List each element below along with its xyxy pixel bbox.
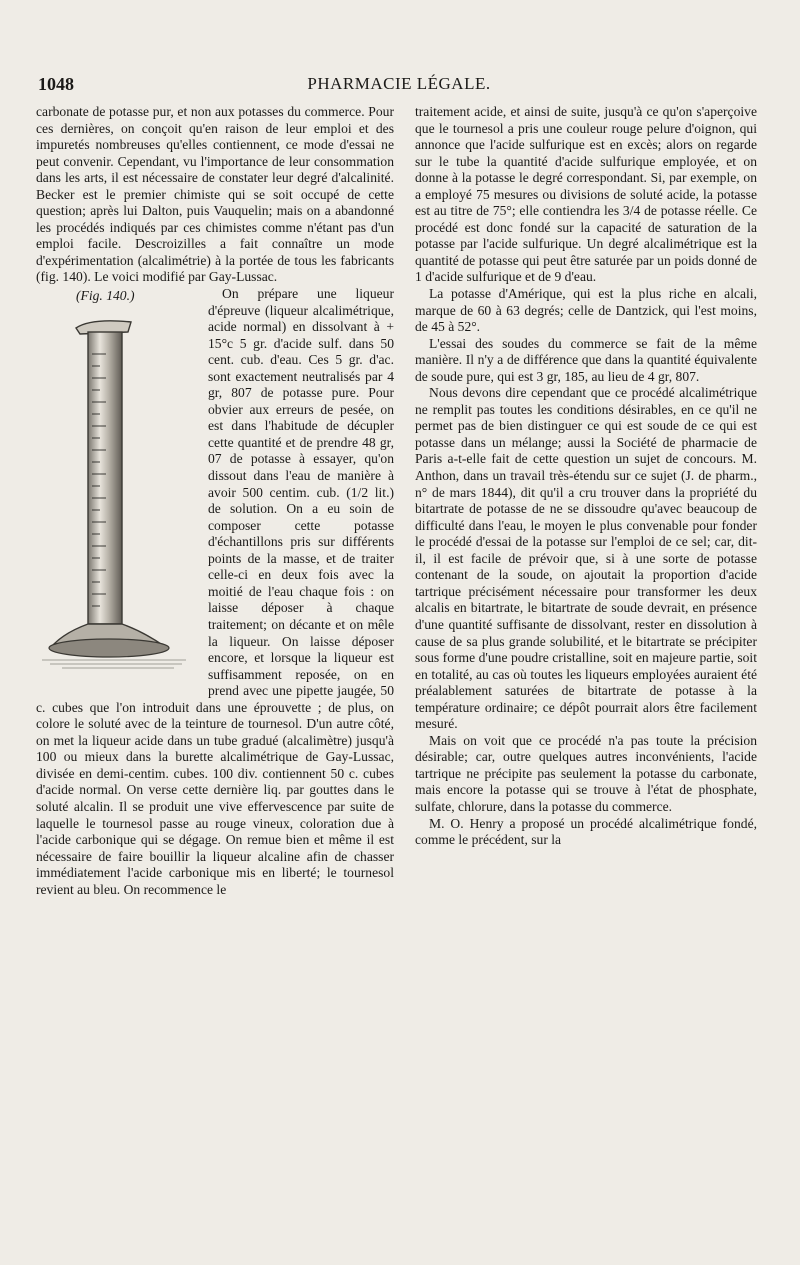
paragraph: La potasse d'Amérique, qui est la plus riche en alcali, marque de 60 à 63 degrés; celle de Dantzick, qui l'est moins, de 45 à 52°. [415,286,757,335]
paragraph: Nous devons dire cependant que ce procédé alcalimétrique ne remplit pas toutes les conditions désirables, en ce qu'il ne permet pas de bien distinguer ce qui est soude de ce qui est potasse dans un mélange; aussi la Société de pharmacie de Paris a-t-elle fait de cette question un sujet de concours. M. Anthon, dans un travail très-étendu sur ce sujet (J. de pharm., n° de mars 1844), dit qu'il a cru trouver dans la propriété du bitartrate de potasse de ne se dissoudre qu'avec beaucoup de difficulté dans l'eau, le moyen le plus convenable pour fonder le procédé d'essai de la potasse sur l'emploi de ce sel; car, dit-il, il est facile de prévoir que, si à une sorte de potasse contenant de la soude, on ajoutait la proportion d'acide tartrique précisément nécessaire pour transformer les deux alcalis en bitartrate, le bitartrate de soude devrait, en présence d'une quantité suffisante de dissolvant, rester en dissolution à cause de sa plus grande solubilité, et le bitartrate se précipiter sous forme d'une poudre cristalline, soit en majeure partie, soit en totalité, au cas où toutes les liqueurs employées auraient été préalablement saturées de bitartrate de potasse à la température ordinaire; ce dépôt pourrait alors être facilement mesuré. [415,385,757,732]
paragraph: L'essai des soudes du commerce se fait de la même manière. Il n'y a de différence que dans la quantité équivalente de soude pure, qui est 3 gr, 185, au lieu de 4 gr, 807. [415,335,757,384]
paragraph: M. O. Henry a proposé un procédé alcalimétrique fondé, comme le précédent, sur la [415,815,757,848]
paragraph: carbonate de potasse pur, et non aux potasses du commerce. Pour ces dernières, on conçoit qu'en raison de leur emploi et des impuretés nombreuses qu'elles contiennent, ce mode d'essai ne peut convenir. Cependant, vu l'importance de leur consommation dans les arts, il est nécessaire de constater leur degré d'alcalinité. Becker est le premier chimiste qui se soit occupé de cette question; après lui Dalton, puis Vauquelin; mais on a abandonné les procédés indiqués par ces chimistes comme n'étant pas d'un emploi facile. Descroizilles a fait connaître un mode d'expérimentation (alcalimétrie) à la portée de tous les fabricants (fig. 140). Le voici modifié par Gay-Lussac. [36,104,394,285]
figure [36,286,202,696]
running-title: PHARMACIE LÉGALE. [307,74,491,93]
paragraph: Mais on voit que ce procédé n'a pas toute la précision désirable; car, outre quelques autres inconvénients, l'acide tartrique ne précipite pas seulement la potasse du carbonate, mais encore la potasse qui se trouve à l'état de phosphate, sulfate, chlorure, dans la potasse du commerce. [415,732,757,814]
paragraph: traitement acide, et ainsi de suite, jusqu'à ce qu'on s'aperçoive que le tournesol a pris une couleur rouge pelure d'oignon, qui annonce que l'acide sulfurique est en excès; alors on regarde sur le tube la quantité d'acide sulfurique employée, et on donne à la potasse le degré correspondant. Si, par exemple, on a employé 75 mesures ou divisions de soluté acide, la potasse est au titre de 75°; elle contiendra les 3/4 de potasse réelle. Ce procédé est donc fondé sur la capacité de saturation de la potasse par l'acide sulfurique. Un degré alcalimétrique est la quantité de potasse qui peut être saturée par un poids donné de 1 d'acide sulfurique et de 9 d'eau. [415,104,757,285]
page-header [38,74,760,100]
page-number: 1048 [38,74,74,94]
right-column [415,104,757,849]
paragraph: On prépare une liqueur d'épreuve (liqueur alcalimétrique, acide normal) en dissolvant à + 15°c 5 gr. d'acide sulf. dans 50 cent. cub. d'eau. Ces 5 gr. d'ac. sont exactement neutralisés par 4 gr, 807 de potasse pure. Pour obvier aux erreurs de pesée, on est dans l'habitude de décupler cette quantité et de prendre 48 gr, 07 de potasse à essayer, qu'on dissout dans l'eau de manière à avoir 500 centim. cub. (1/2 lit.) de solution. On a eu soin de composer cette potasse d'échantillons pris sur différents points de la masse, et de traiter celle-ci en deux fois avec la moitié de l'eau chaque fois : on laisse déposer à chaque traitement; on décante et on mêle la liqueur. On laisse déposer encore, et lorsque la liqueur est suffisamment reposée, on en prend avec une pipette jaugée, 50 c. cubes que l'on introduit dans une éprouvette ; de plus, on colore le soluté avec de la teinture de tournesol. D'un autre côté, on met la liqueur acide dans un tube gradué (alcalimètre) jusqu'à 100 ou mieux dans la burette alcalimétrique de Gay-Lussac, divisée en demi-centim. cubes. 100 div. contiennent 50 c. cubes d'acide normal. On verse cette dernière liq. par gouttes dans le soluté alcalin. Il se produit une vive effervescence par suite de laquelle le tournesol passe au rouge vineux, coloration due à l'acide carbonique qui se dégage. On remue bien et même il est nécessaire de faire bouillir la liqueur alcaline afin de chasser immédiatement l'acide carbonique mis en liberté; le tournesol revient au bleu. On recommence le [36,286,394,897]
graduated-cylinder-icon [36,314,186,684]
figure-caption: (Fig. 140.) [76,288,135,304]
left-column [36,104,394,898]
